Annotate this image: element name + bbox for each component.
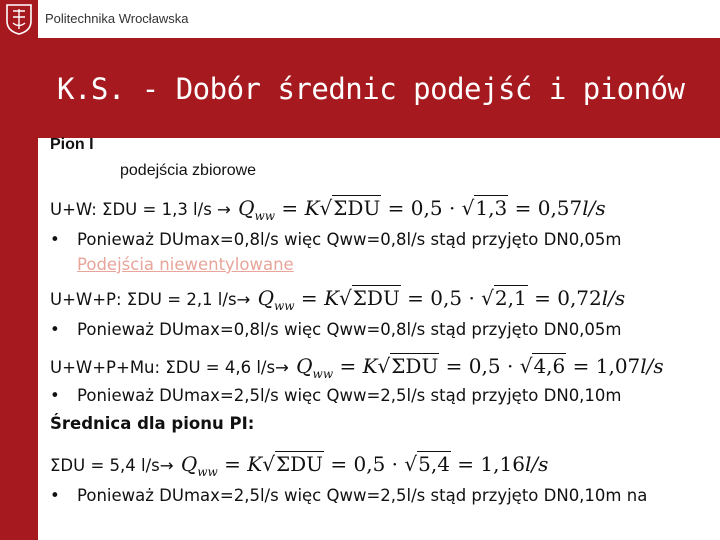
calc-prefix: U+W+P: ΣDU = 2,1 l/s→ bbox=[50, 290, 251, 309]
formula: $Q_{ww} = K√\Sigma DU = 0,5 \cdot √4,6 = 1,07l/s$ bbox=[296, 354, 664, 381]
university-name: Politechnika Wrocławska bbox=[45, 11, 189, 26]
calc-prefix: U+W+P+Mu: ΣDU = 4,6 l/s→ bbox=[50, 358, 289, 377]
bullet-icon: • bbox=[50, 486, 60, 505]
calc-note-1: • Ponieważ DUmax=0,8l/s więc Qww=0,8l/s stąd przyjęto DN0,05m bbox=[50, 230, 622, 249]
university-logo bbox=[0, 0, 38, 38]
left-brand-stripe bbox=[0, 0, 38, 540]
formula: $Q_{ww} = K√\Sigma DU = 0,5 \cdot √1,3 = 0,57l/s$ bbox=[238, 196, 606, 223]
slide-title: K.S. - Dobór średnic podejść i pionów bbox=[57, 72, 685, 106]
top-bar bbox=[0, 0, 720, 38]
formula: $Q_{ww} = K√\Sigma DU = 0,5 \cdot √5,4 = 1,16l/s$ bbox=[180, 452, 549, 479]
bullet-icon: • bbox=[50, 320, 60, 339]
calc-line-2 bbox=[50, 286, 625, 313]
crest-icon bbox=[4, 3, 34, 35]
calc-line-3 bbox=[50, 354, 664, 381]
calc-note-3: • Ponieważ DUmax=2,5l/s więc Qww=2,5l/s stąd przyjęto DN0,10m bbox=[50, 386, 622, 405]
bullet-icon: • bbox=[50, 230, 60, 249]
calc-line-4 bbox=[50, 452, 548, 479]
calc-prefix: ΣDU = 5,4 l/s→ bbox=[50, 456, 174, 475]
calc-note-2: • Ponieważ DUmax=0,8l/s więc Qww=0,8l/s stąd przyjęto DN0,05m bbox=[50, 320, 622, 339]
calc-line-1 bbox=[50, 196, 606, 223]
calc-prefix: U+W: ΣDU = 1,3 l/s → bbox=[50, 200, 231, 219]
section-faded: Podejścia niewentylowane bbox=[77, 255, 294, 274]
subtitle-collective: podejścia zbiorowe bbox=[120, 162, 257, 179]
pion-label: Pion I bbox=[50, 136, 94, 153]
section-heading-pion: Średnica dla pionu PI: bbox=[50, 414, 255, 433]
formula: $Q_{ww} = K√\Sigma DU = 0,5 \cdot √2,1 = 0,72l/s$ bbox=[257, 286, 626, 313]
calc-note-4: • Ponieważ DUmax=2,5l/s więc Qww=2,5l/s stąd przyjęto DN0,10m na bbox=[50, 486, 648, 505]
bullet-icon: • bbox=[50, 386, 60, 405]
